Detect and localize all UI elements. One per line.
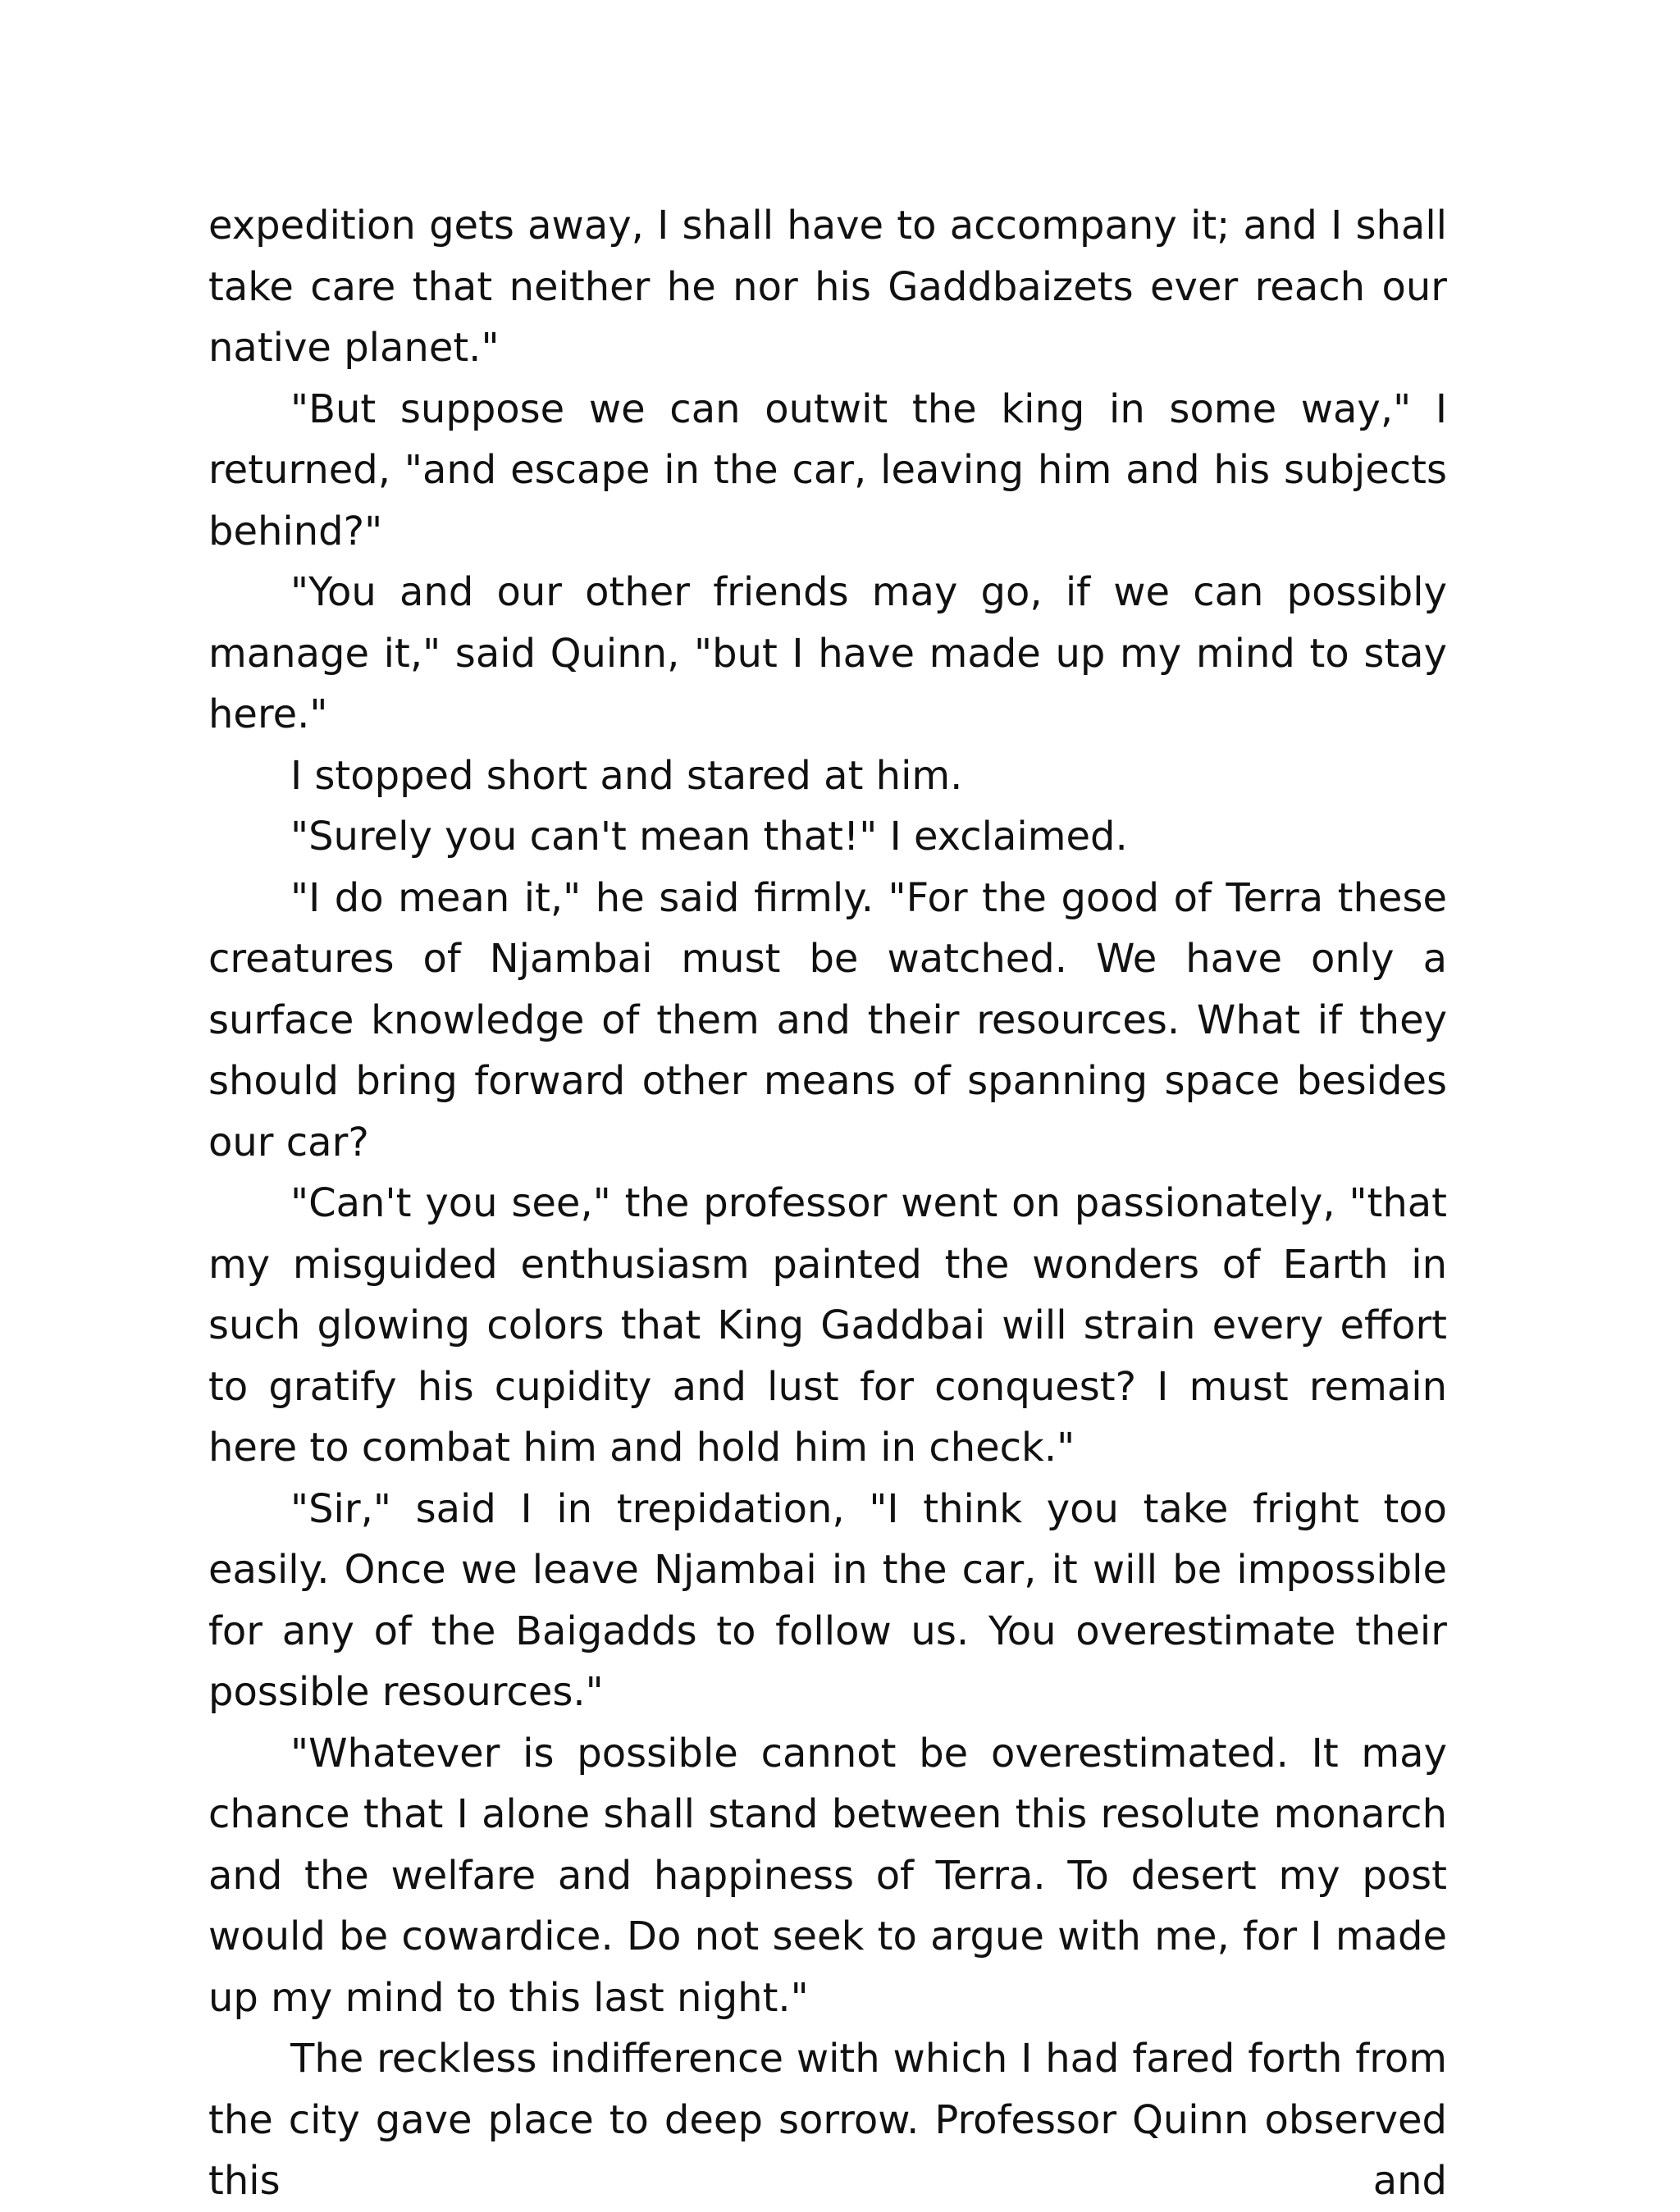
paragraph: "Can't you see," the professor went on passionately, "that my misguided enthusiasm painted the wonders of Earth in such glowing colors that King Gaddbai will strain every effort to gratify his cupidity and lust for conquest? I must remain here to combat him and hold him in check." <box>208 1180 1447 1471</box>
paragraph: expedition gets away, I shall have to accompany it; and I shall take care that neither he nor his Gaddbaizets ever reach our native planet." <box>208 203 1447 371</box>
paragraph: I stopped short and stared at him. <box>290 752 963 799</box>
paragraph: "You and our other friends may go, if we can possibly manage it," said Quinn, "but I have made up my mind to stay here." <box>208 569 1447 737</box>
paragraph: "Sir," said I in trepidation, "I think you take fright too easily. Once we leave Njambai in the car, it will be impossible for any of the Baigadds to follow us. You overestimate their possible resources." <box>208 1485 1447 1715</box>
paragraph: "Whatever is possible cannot be overestimated. It may chance that I alone shall stand between this resolute monarch and the welfare and happiness of Terra. To desert my post would be cowardice. Do not seek to argue with me, for I made up my mind to this last night." <box>208 1730 1447 2021</box>
paragraph: The reckless indifference with which I had fared forth from the city gave place to deep sorrow. Professor Quinn observed this and <box>208 2036 1447 2204</box>
paragraph: "I do mean it," he said firmly. "For the good of Terra these creatures of Njambai must be watched. We have only a surface knowledge of them and their resources. What if they should bring forward other means of spanning space besides our car? <box>208 874 1447 1165</box>
paragraph: "But suppose we can outwit the king in some way," I returned, "and escape in the car, leaving him and his subjects behind?" <box>208 385 1447 554</box>
paragraph: "Surely you can't mean that!" I exclaimed. <box>290 814 1128 860</box>
page-body <box>208 195 1447 2212</box>
